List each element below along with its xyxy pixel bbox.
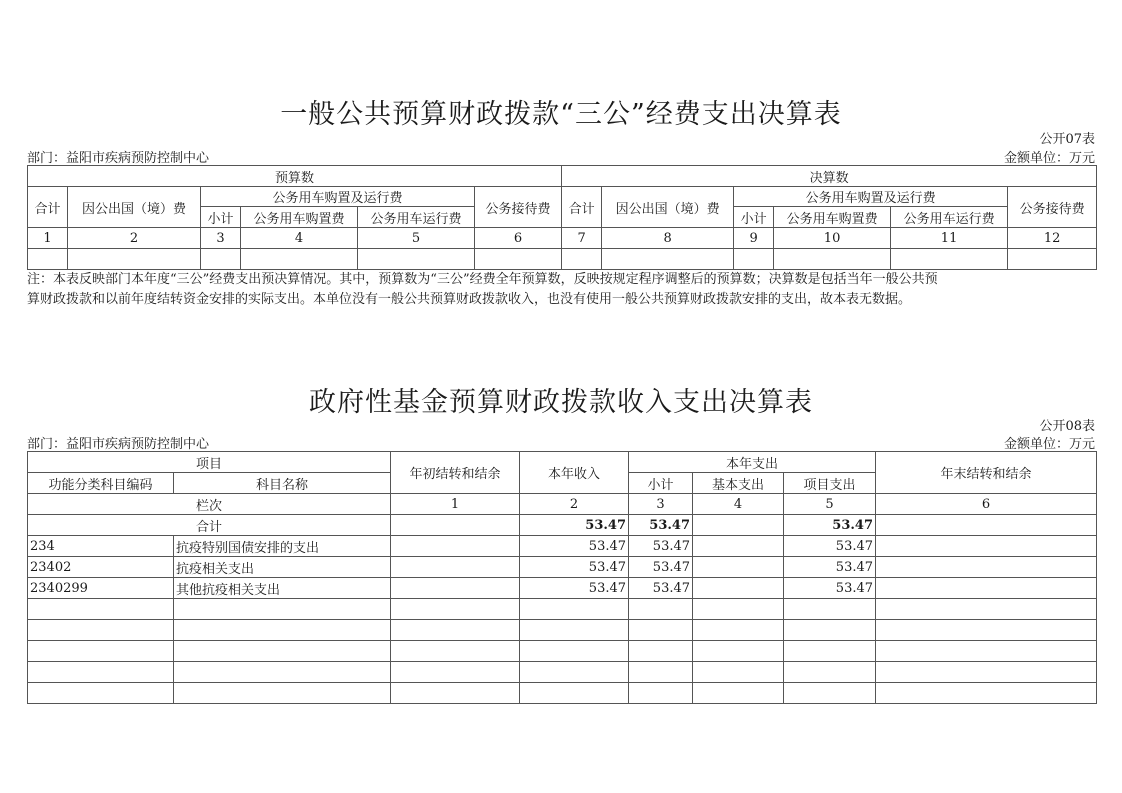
final-abroad-header: 因公出国（境）费 <box>602 187 734 228</box>
col-number: 7 <box>562 228 602 249</box>
final-vehicle-run-header: 公务用车运行费 <box>891 207 1008 228</box>
row-income: 53.47 <box>520 536 629 557</box>
expense-subtotal-header: 小计 <box>629 473 693 494</box>
table1-unit: 金额单位：万元 <box>1003 151 1095 166</box>
empty-data-row <box>28 249 1097 270</box>
budget-abroad-header: 因公出国（境）费 <box>68 187 201 228</box>
empty-row <box>28 599 1097 620</box>
budget-vehicle-group-header: 公务用车购置及运行费 <box>201 187 475 207</box>
government-fund-table <box>27 451 1097 704</box>
total-label: 合计 <box>28 515 391 536</box>
column-number-row <box>28 228 1097 249</box>
lanci-label: 栏次 <box>28 494 391 515</box>
empty-row <box>28 683 1097 704</box>
col-number: 2 <box>68 228 201 249</box>
empty-row <box>28 641 1097 662</box>
total-subtotal: 53.47 <box>629 515 693 536</box>
empty-row <box>28 662 1097 683</box>
budget-vehicle-purchase-header: 公务用车购置费 <box>241 207 358 228</box>
row-subtotal: 53.47 <box>629 536 693 557</box>
col-number: 2 <box>520 494 629 515</box>
final-reception-header: 公务接待费 <box>1008 187 1097 228</box>
final-total-header: 合计 <box>562 187 602 228</box>
col-number: 11 <box>891 228 1008 249</box>
col-number: 4 <box>693 494 784 515</box>
row-name: 抗疫相关支出 <box>174 557 391 578</box>
total-project: 53.47 <box>784 515 876 536</box>
row-income: 53.47 <box>520 578 629 599</box>
table2-title: 政府性基金预算财政拨款收入支出决算表 <box>309 387 813 418</box>
table2-unit: 金额单位：万元 <box>1003 437 1095 452</box>
note-line-2: 算财政拨款和以前年度结转资金安排的实际支出。本单位没有一般公共预算财政拨款收入，也没有使用一般公共预算财政拨款安排的支出，故本表无数据。 <box>27 292 912 307</box>
col-number: 1 <box>28 228 68 249</box>
col-number: 12 <box>1008 228 1097 249</box>
col-number: 6 <box>475 228 562 249</box>
begin-balance-header: 年初结转和结余 <box>391 452 520 494</box>
row-name: 抗疫特别国债安排的支出 <box>174 536 391 557</box>
col-number: 4 <box>241 228 358 249</box>
budget-subtotal-header: 小计 <box>201 207 241 228</box>
final-vehicle-purchase-header: 公务用车购置费 <box>774 207 891 228</box>
function-code-header: 功能分类科目编码 <box>28 473 174 494</box>
col-number: 6 <box>876 494 1097 515</box>
basic-expense-header: 基本支出 <box>693 473 784 494</box>
income-header: 本年收入 <box>520 452 629 494</box>
row-subtotal: 53.47 <box>629 578 693 599</box>
budget-total-header: 合计 <box>28 187 68 228</box>
table2-code: 公开08表 <box>1039 419 1095 434</box>
sangong-expense-table <box>27 165 1097 270</box>
project-expense-header: 项目支出 <box>784 473 876 494</box>
col-number: 3 <box>629 494 693 515</box>
col-number: 9 <box>734 228 774 249</box>
row-code: 2340299 <box>28 578 174 599</box>
row-code: 23402 <box>28 557 174 578</box>
table1-code: 公开07表 <box>1039 132 1095 147</box>
budget-header: 预算数 <box>28 166 562 187</box>
row-project: 53.47 <box>784 536 876 557</box>
col-number: 5 <box>784 494 876 515</box>
col-number: 8 <box>602 228 734 249</box>
col-number: 3 <box>201 228 241 249</box>
subject-name-header: 科目名称 <box>174 473 391 494</box>
table-row <box>28 578 1097 599</box>
empty-row <box>28 620 1097 641</box>
row-subtotal: 53.47 <box>629 557 693 578</box>
final-subtotal-header: 小计 <box>734 207 774 228</box>
total-row <box>28 515 1097 536</box>
item-header: 项目 <box>28 452 391 473</box>
table1-title: 一般公共预算财政拨款“三公”经费支出决算表 <box>280 99 842 130</box>
col-number: 10 <box>774 228 891 249</box>
table1-department: 部门：益阳市疾病预防控制中心 <box>27 151 210 166</box>
final-vehicle-group-header: 公务用车购置及运行费 <box>734 187 1008 207</box>
budget-vehicle-run-header: 公务用车运行费 <box>358 207 475 228</box>
row-project: 53.47 <box>784 557 876 578</box>
row-name: 其他抗疫相关支出 <box>174 578 391 599</box>
row-code: 234 <box>28 536 174 557</box>
lanci-row <box>28 494 1097 515</box>
table-row <box>28 536 1097 557</box>
row-income: 53.47 <box>520 557 629 578</box>
end-balance-header: 年末结转和结余 <box>876 452 1097 494</box>
total-income: 53.47 <box>520 515 629 536</box>
row-project: 53.47 <box>784 578 876 599</box>
table1-note <box>27 270 1102 310</box>
col-number: 1 <box>391 494 520 515</box>
table-row <box>28 557 1097 578</box>
table2-department: 部门：益阳市疾病预防控制中心 <box>27 437 210 452</box>
budget-reception-header: 公务接待费 <box>475 187 562 228</box>
note-line-1: 注：本表反映部门本年度“三公”经费支出预决算情况。其中，预算数为“三公”经费全年预算数，反映按规定程序调整后的预算数；决算数是包括当年一般公共预 <box>27 272 938 287</box>
expense-header: 本年支出 <box>629 452 876 473</box>
final-header: 决算数 <box>562 166 1097 187</box>
col-number: 5 <box>358 228 475 249</box>
